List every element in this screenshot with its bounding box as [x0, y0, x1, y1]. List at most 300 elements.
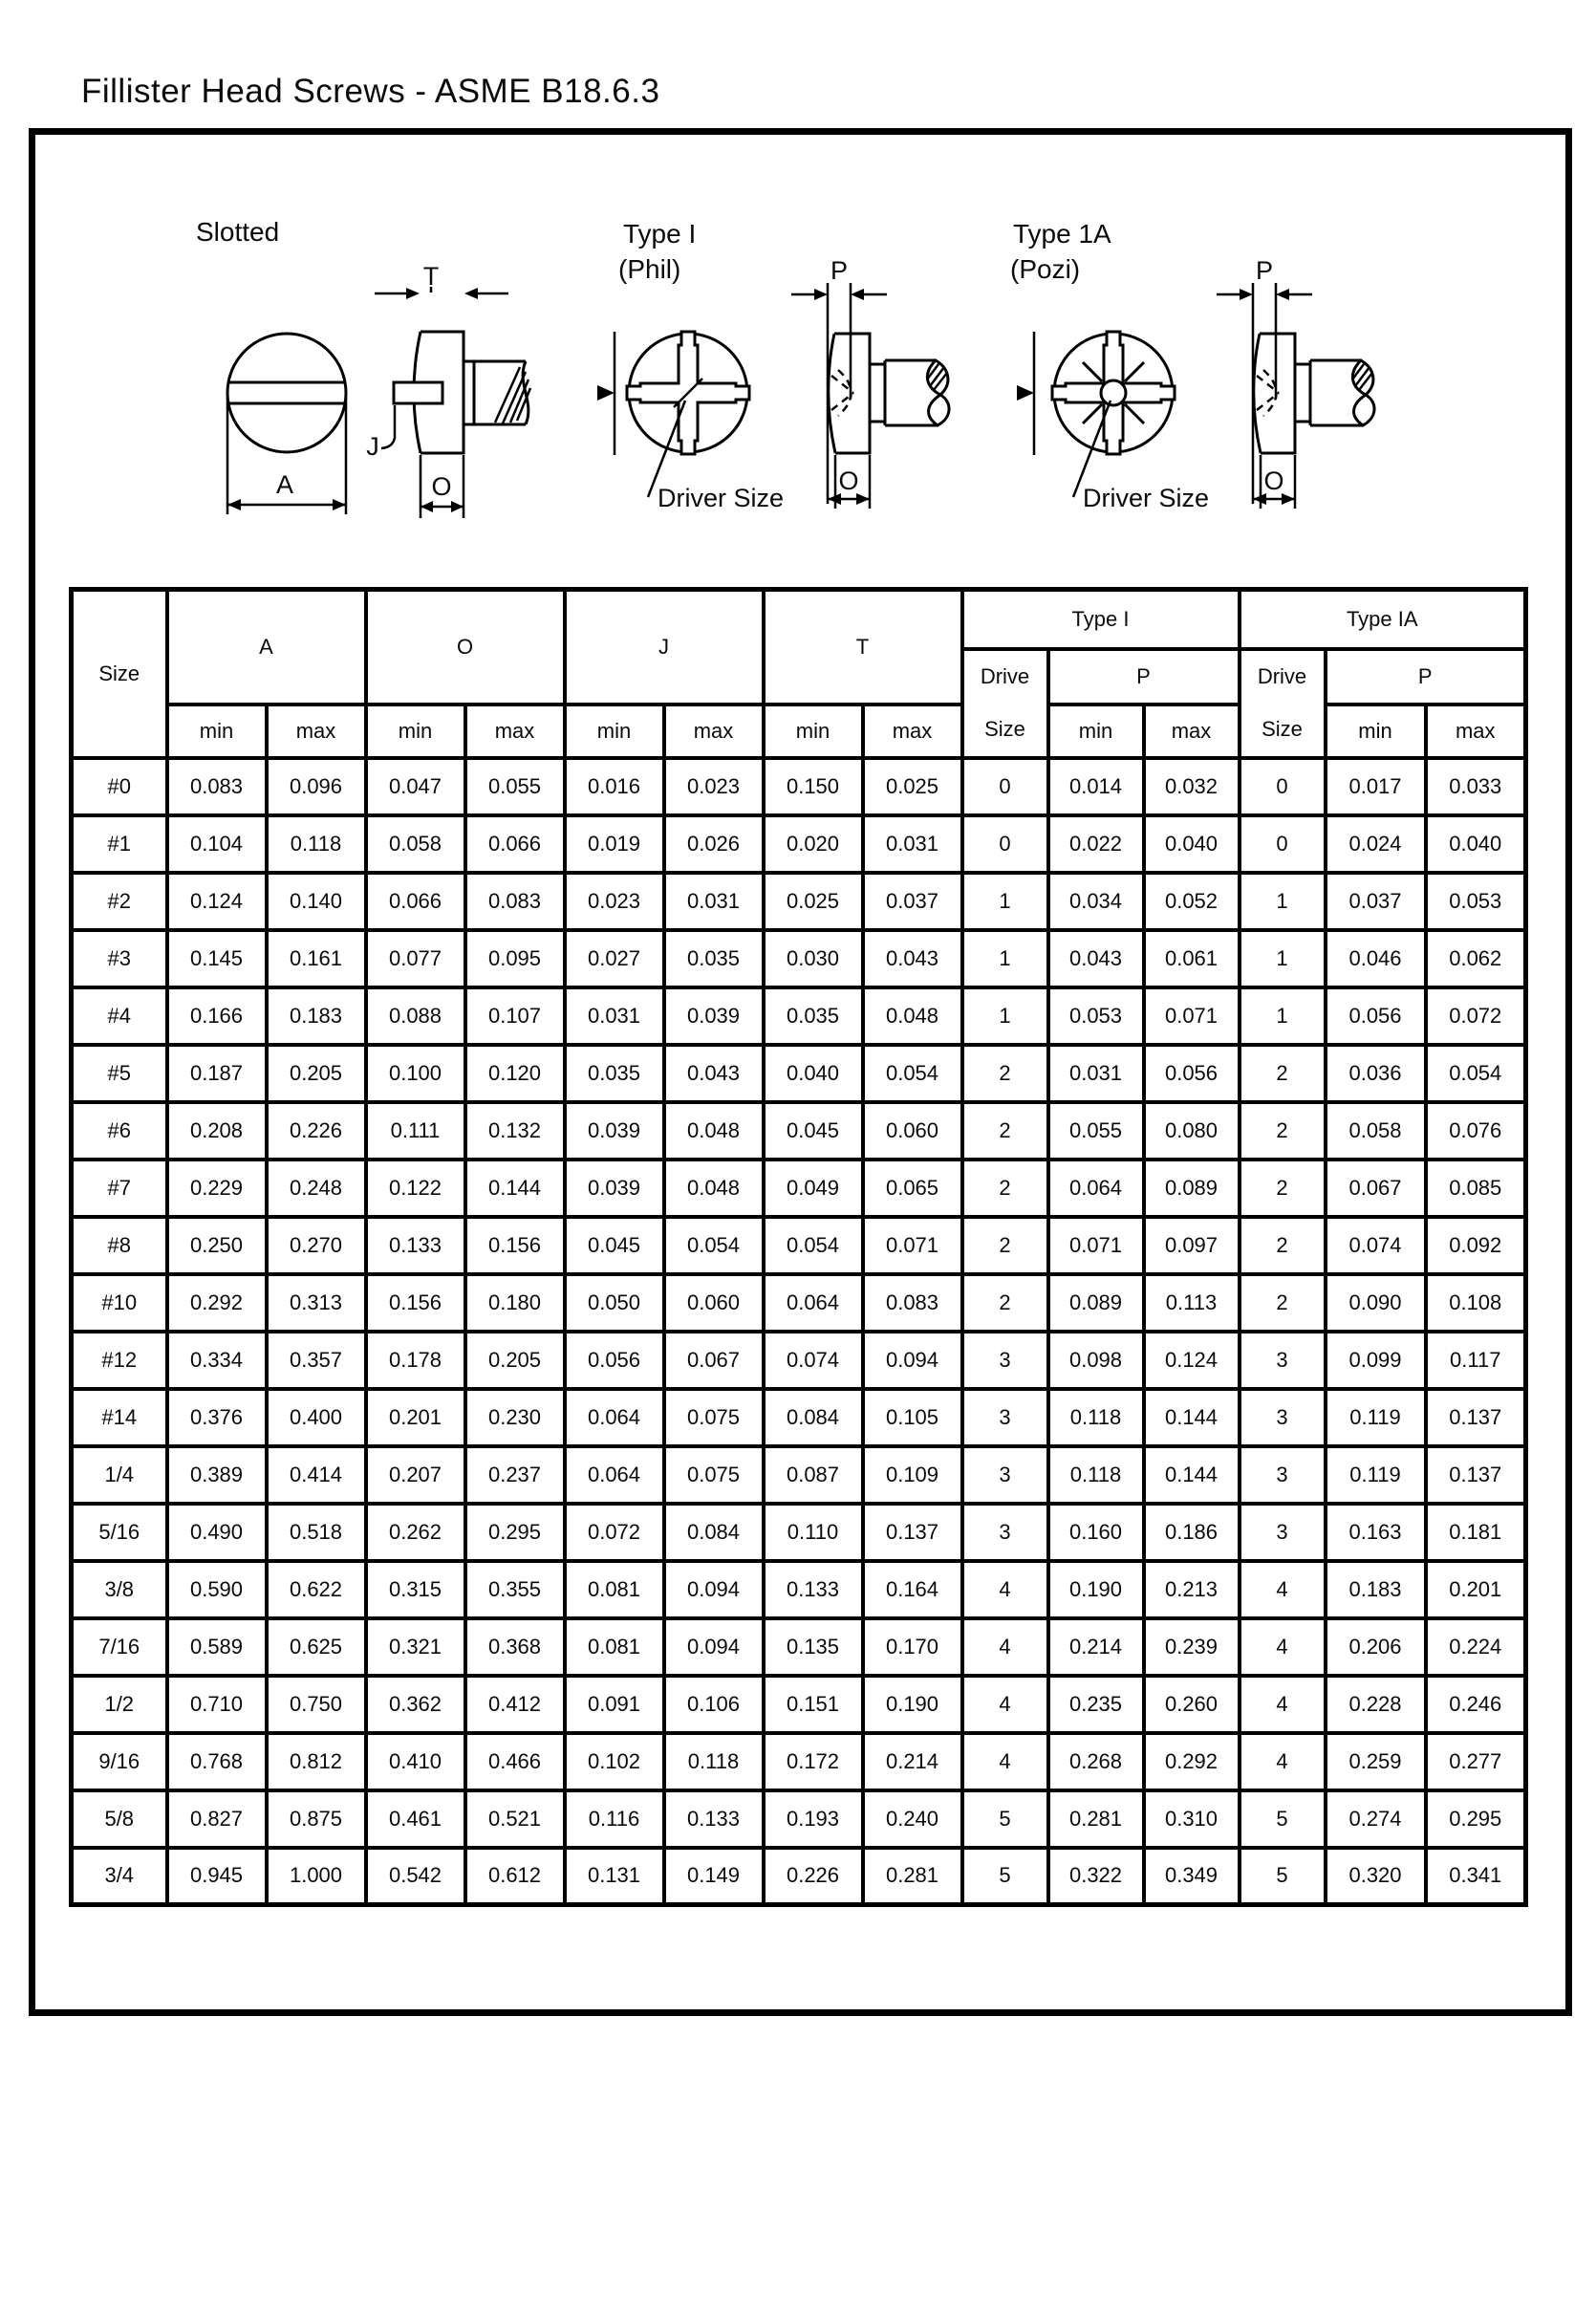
table-row	[72, 1045, 1526, 1102]
value-cell: 0.037	[863, 873, 962, 930]
value-cell: 0.033	[1426, 758, 1526, 815]
value-cell: 0.357	[267, 1332, 366, 1389]
header-t-max: max	[863, 705, 962, 758]
value-cell: 0.161	[267, 930, 366, 987]
value-cell: 0.040	[1426, 815, 1526, 873]
value-cell: 3	[1240, 1332, 1326, 1389]
size-cell: #5	[72, 1045, 167, 1102]
value-cell: 0.122	[366, 1160, 465, 1217]
value-cell: 0.064	[1048, 1160, 1144, 1217]
value-cell: 0.237	[465, 1446, 565, 1504]
value-cell: 0.368	[465, 1618, 565, 1676]
drive-size-label: Size	[1262, 717, 1303, 741]
value-cell: 0.043	[1048, 930, 1144, 987]
value-cell: 0.461	[366, 1790, 465, 1848]
value-cell: 0.083	[167, 758, 267, 815]
value-cell: 0.024	[1326, 815, 1426, 873]
size-cell: 1/2	[72, 1676, 167, 1733]
value-cell: 0.104	[167, 815, 267, 873]
value-cell: 0.214	[1048, 1618, 1144, 1676]
value-cell: 0.239	[1144, 1618, 1240, 1676]
value-cell: 0.054	[1426, 1045, 1526, 1102]
value-cell: 0.094	[863, 1332, 962, 1389]
value-cell: 0.156	[465, 1217, 565, 1274]
value-cell: 0.156	[366, 1274, 465, 1332]
header-o-max: max	[465, 705, 565, 758]
value-cell: 0.240	[863, 1790, 962, 1848]
value-cell: 0.054	[764, 1217, 863, 1274]
value-cell: 0	[962, 758, 1048, 815]
dim-o-label: O	[1263, 466, 1284, 495]
value-cell: 0.023	[565, 873, 664, 930]
value-cell: 0.133	[764, 1561, 863, 1618]
size-cell: 7/16	[72, 1618, 167, 1676]
value-cell: 4	[962, 1676, 1048, 1733]
value-cell: 0.058	[1326, 1102, 1426, 1160]
size-cell: 5/8	[72, 1790, 167, 1848]
value-cell: 0.119	[1326, 1446, 1426, 1504]
value-cell: 0.031	[1048, 1045, 1144, 1102]
value-cell: 1	[1240, 930, 1326, 987]
value-cell: 0	[962, 815, 1048, 873]
value-cell: 0.081	[565, 1618, 664, 1676]
value-cell: 0.612	[465, 1848, 565, 1905]
value-cell: 0.045	[764, 1102, 863, 1160]
value-cell: 0.097	[1144, 1217, 1240, 1274]
value-cell: 0.214	[863, 1733, 962, 1790]
value-cell: 0.055	[465, 758, 565, 815]
value-cell: 0.250	[167, 1217, 267, 1274]
value-cell: 5	[962, 1790, 1048, 1848]
value-cell: 0.144	[1144, 1446, 1240, 1504]
value-cell: 0.075	[664, 1389, 764, 1446]
value-cell: 0.321	[366, 1618, 465, 1676]
type1-label: Type I	[623, 219, 697, 249]
value-cell: 0.281	[1048, 1790, 1144, 1848]
value-cell: 0.625	[267, 1618, 366, 1676]
value-cell: 0.181	[1426, 1504, 1526, 1561]
value-cell: 0.518	[267, 1504, 366, 1561]
value-cell: 0.030	[764, 930, 863, 987]
value-cell: 5	[962, 1848, 1048, 1905]
value-cell: 0.035	[664, 930, 764, 987]
value-cell: 4	[962, 1561, 1048, 1618]
value-cell: 0.542	[366, 1848, 465, 1905]
type1-sublabel: (Phil)	[618, 254, 681, 284]
table-row	[72, 987, 1526, 1045]
header-t: T	[764, 590, 962, 705]
value-cell: 0.080	[1144, 1102, 1240, 1160]
value-cell: 0.208	[167, 1102, 267, 1160]
value-cell: 0.248	[267, 1160, 366, 1217]
value-cell: 3	[962, 1446, 1048, 1504]
value-cell: 0.187	[167, 1045, 267, 1102]
value-cell: 0.246	[1426, 1676, 1526, 1733]
size-cell: #8	[72, 1217, 167, 1274]
value-cell: 1	[962, 930, 1048, 987]
value-cell: 0.205	[267, 1045, 366, 1102]
value-cell: 0.072	[565, 1504, 664, 1561]
size-cell: 5/16	[72, 1504, 167, 1561]
value-cell: 1	[962, 987, 1048, 1045]
value-cell: 0.355	[465, 1561, 565, 1618]
value-cell: 0.031	[565, 987, 664, 1045]
size-cell: #14	[72, 1389, 167, 1446]
value-cell: 0.109	[863, 1446, 962, 1504]
value-cell: 0.292	[1144, 1733, 1240, 1790]
value-cell: 0.295	[465, 1504, 565, 1561]
value-cell: 0.083	[465, 873, 565, 930]
value-cell: 0.226	[267, 1102, 366, 1160]
value-cell: 2	[1240, 1217, 1326, 1274]
value-cell: 0.160	[1048, 1504, 1144, 1561]
table-row	[72, 1848, 1526, 1905]
size-cell: 3/4	[72, 1848, 167, 1905]
table-row	[72, 930, 1526, 987]
value-cell: 0.054	[863, 1045, 962, 1102]
value-cell: 0.025	[863, 758, 962, 815]
value-cell: 0.027	[565, 930, 664, 987]
value-cell: 0.034	[1048, 873, 1144, 930]
value-cell: 0.260	[1144, 1676, 1240, 1733]
value-cell: 0.061	[1144, 930, 1240, 987]
header-a-max: max	[267, 705, 366, 758]
value-cell: 0.207	[366, 1446, 465, 1504]
drive-label: Drive	[980, 664, 1030, 688]
value-cell: 0.322	[1048, 1848, 1144, 1905]
table-row	[72, 1618, 1526, 1676]
value-cell: 0.056	[565, 1332, 664, 1389]
value-cell: 0.020	[764, 815, 863, 873]
table-row	[72, 1274, 1526, 1332]
value-cell: 0.166	[167, 987, 267, 1045]
value-cell: 0.124	[167, 873, 267, 930]
slotted-drawing	[196, 217, 530, 518]
value-cell: 0.019	[565, 815, 664, 873]
value-cell: 0.066	[366, 873, 465, 930]
value-cell: 0.105	[863, 1389, 962, 1446]
header-type1a-p-max: max	[1426, 705, 1526, 758]
header-type1-p: P	[1048, 649, 1240, 705]
table-row	[72, 1102, 1526, 1160]
value-cell: 2	[962, 1045, 1048, 1102]
value-cell: 0.053	[1426, 873, 1526, 930]
spec-table-body	[72, 758, 1526, 1905]
value-cell: 0.085	[1426, 1160, 1526, 1217]
value-cell: 0.039	[565, 1160, 664, 1217]
drive-label: Drive	[1257, 664, 1307, 688]
value-cell: 0.140	[267, 873, 366, 930]
value-cell: 0.120	[465, 1045, 565, 1102]
value-cell: 0.410	[366, 1733, 465, 1790]
value-cell: 0.132	[465, 1102, 565, 1160]
value-cell: 0.315	[366, 1561, 465, 1618]
technical-drawings	[38, 138, 1548, 549]
value-cell: 0.213	[1144, 1561, 1240, 1618]
header-type1: Type I	[962, 590, 1240, 649]
value-cell: 0.043	[664, 1045, 764, 1102]
header-type1-p-min: min	[1048, 705, 1144, 758]
value-cell: 0.113	[1144, 1274, 1240, 1332]
value-cell: 0.827	[167, 1790, 267, 1848]
value-cell: 0	[1240, 815, 1326, 873]
value-cell: 0.049	[764, 1160, 863, 1217]
value-cell: 0.295	[1426, 1790, 1526, 1848]
header-o-min: min	[366, 705, 465, 758]
value-cell: 1	[1240, 873, 1326, 930]
size-cell: #12	[72, 1332, 167, 1389]
value-cell: 0.412	[465, 1676, 565, 1733]
value-cell: 0.022	[1048, 815, 1144, 873]
type1a-pozi-drawing	[1010, 219, 1374, 512]
value-cell: 0.054	[664, 1217, 764, 1274]
value-cell: 0.466	[465, 1733, 565, 1790]
value-cell: 0.106	[664, 1676, 764, 1733]
value-cell: 4	[1240, 1561, 1326, 1618]
size-cell: #4	[72, 987, 167, 1045]
value-cell: 0.206	[1326, 1618, 1426, 1676]
value-cell: 0.048	[664, 1102, 764, 1160]
value-cell: 0.334	[167, 1332, 267, 1389]
value-cell: 0.117	[1426, 1332, 1526, 1389]
header-t-min: min	[764, 705, 863, 758]
value-cell: 0.110	[764, 1504, 863, 1561]
value-cell: 0.111	[366, 1102, 465, 1160]
table-row	[72, 1332, 1526, 1389]
type1a-sublabel: (Pozi)	[1010, 254, 1081, 284]
dim-p-label: P	[830, 256, 849, 285]
value-cell: 0.062	[1426, 930, 1526, 987]
value-cell: 0.025	[764, 873, 863, 930]
value-cell: 0.040	[764, 1045, 863, 1102]
value-cell: 0.107	[465, 987, 565, 1045]
value-cell: 0.622	[267, 1561, 366, 1618]
driver-size-label: Driver Size	[1083, 484, 1210, 512]
value-cell: 0.096	[267, 758, 366, 815]
dim-t-label: T	[422, 262, 440, 291]
driver-size-label: Driver Size	[658, 484, 785, 512]
slot-cut	[394, 382, 442, 403]
value-cell: 3	[962, 1389, 1048, 1446]
header-j-max: max	[664, 705, 764, 758]
value-cell: 0.164	[863, 1561, 962, 1618]
value-cell: 0.066	[465, 815, 565, 873]
value-cell: 0.145	[167, 930, 267, 987]
value-cell: 0.037	[1326, 873, 1426, 930]
value-cell: 0.180	[465, 1274, 565, 1332]
value-cell: 0.050	[565, 1274, 664, 1332]
value-cell: 0.064	[565, 1389, 664, 1446]
value-cell: 0.084	[764, 1389, 863, 1446]
value-cell: 0.277	[1426, 1733, 1526, 1790]
value-cell: 2	[962, 1102, 1048, 1160]
value-cell: 0.071	[1144, 987, 1240, 1045]
value-cell: 0.043	[863, 930, 962, 987]
size-cell: #6	[72, 1102, 167, 1160]
size-cell: #7	[72, 1160, 167, 1217]
value-cell: 0.768	[167, 1733, 267, 1790]
slotted-label: Slotted	[196, 217, 280, 247]
dim-p-label: P	[1255, 256, 1274, 285]
value-cell: 0.046	[1326, 930, 1426, 987]
header-type1-p-max: max	[1144, 705, 1240, 758]
header-type1a-p: P	[1326, 649, 1526, 705]
value-cell: 4	[962, 1618, 1048, 1676]
value-cell: 0.135	[764, 1618, 863, 1676]
header-type1a: Type IA	[1240, 590, 1526, 649]
value-cell: 0.026	[664, 815, 764, 873]
value-cell: 0.039	[664, 987, 764, 1045]
value-cell: 0.144	[465, 1160, 565, 1217]
value-cell: 5	[1240, 1848, 1326, 1905]
value-cell: 0.058	[366, 815, 465, 873]
value-cell: 0.170	[863, 1618, 962, 1676]
value-cell: 0.092	[1426, 1217, 1526, 1274]
value-cell: 0.131	[565, 1848, 664, 1905]
value-cell: 0.149	[664, 1848, 764, 1905]
value-cell: 0.268	[1048, 1733, 1144, 1790]
value-cell: 0.089	[1144, 1160, 1240, 1217]
value-cell: 0.490	[167, 1504, 267, 1561]
value-cell: 0.224	[1426, 1618, 1526, 1676]
value-cell: 0.259	[1326, 1733, 1426, 1790]
value-cell: 0.099	[1326, 1332, 1426, 1389]
value-cell: 2	[962, 1160, 1048, 1217]
value-cell: 0.124	[1144, 1332, 1240, 1389]
value-cell: 0.137	[1426, 1446, 1526, 1504]
value-cell: 3	[1240, 1504, 1326, 1561]
header-o: O	[366, 590, 565, 705]
value-cell: 0.151	[764, 1676, 863, 1733]
value-cell: 0.812	[267, 1733, 366, 1790]
table-row	[72, 1676, 1526, 1733]
value-cell: 2	[1240, 1102, 1326, 1160]
value-cell: 0.178	[366, 1332, 465, 1389]
value-cell: 0.341	[1426, 1848, 1526, 1905]
value-cell: 0.235	[1048, 1676, 1144, 1733]
table-row	[72, 1160, 1526, 1217]
value-cell: 0.163	[1326, 1504, 1426, 1561]
value-cell: 0.052	[1144, 873, 1240, 930]
value-cell: 0.118	[1048, 1446, 1144, 1504]
header-type1-drive-size	[962, 649, 1048, 758]
value-cell: 0.589	[167, 1618, 267, 1676]
value-cell: 0.389	[167, 1446, 267, 1504]
value-cell: 0.137	[863, 1504, 962, 1561]
value-cell: 5	[1240, 1790, 1326, 1848]
size-cell: #1	[72, 815, 167, 873]
value-cell: 0.226	[764, 1848, 863, 1905]
value-cell: 2	[1240, 1274, 1326, 1332]
header-type1a-p-min: min	[1326, 705, 1426, 758]
value-cell: 0.075	[664, 1446, 764, 1504]
table-row	[72, 1389, 1526, 1446]
driver-size-leader	[648, 401, 685, 497]
value-cell: 3	[1240, 1389, 1326, 1446]
value-cell: 0.292	[167, 1274, 267, 1332]
value-cell: 0.081	[565, 1561, 664, 1618]
dim-a-label: A	[275, 470, 294, 499]
header-a-min: min	[167, 705, 267, 758]
value-cell: 0.201	[366, 1389, 465, 1446]
value-cell: 0.186	[1144, 1504, 1240, 1561]
value-cell: 0.183	[1326, 1561, 1426, 1618]
value-cell: 0.710	[167, 1676, 267, 1733]
value-cell: 0.016	[565, 758, 664, 815]
value-cell: 0.047	[366, 758, 465, 815]
value-cell: 1.000	[267, 1848, 366, 1905]
value-cell: 0.060	[863, 1102, 962, 1160]
value-cell: 0.048	[664, 1160, 764, 1217]
value-cell: 1	[962, 873, 1048, 930]
value-cell: 0.036	[1326, 1045, 1426, 1102]
size-cell: #10	[72, 1274, 167, 1332]
header-j-min: min	[565, 705, 664, 758]
type1a-label: Type 1A	[1013, 219, 1111, 249]
value-cell: 0.205	[465, 1332, 565, 1389]
header-a: A	[167, 590, 366, 705]
table-row	[72, 1446, 1526, 1504]
table-row	[72, 1790, 1526, 1848]
value-cell: 0.031	[664, 873, 764, 930]
value-cell: 0.087	[764, 1446, 863, 1504]
value-cell: 0.875	[267, 1790, 366, 1848]
value-cell: 0.040	[1144, 815, 1240, 873]
value-cell: 0.144	[1144, 1389, 1240, 1446]
value-cell: 0.060	[664, 1274, 764, 1332]
value-cell: 2	[962, 1217, 1048, 1274]
header-size: Size	[72, 590, 167, 758]
value-cell: 0.089	[1048, 1274, 1144, 1332]
value-cell: 0.400	[267, 1389, 366, 1446]
value-cell: 2	[1240, 1160, 1326, 1217]
value-cell: 0.230	[465, 1389, 565, 1446]
value-cell: 4	[1240, 1676, 1326, 1733]
value-cell: 0.750	[267, 1676, 366, 1733]
dim-o-label: O	[838, 466, 859, 495]
value-cell: 3	[962, 1332, 1048, 1389]
header-type1a-drive-size	[1240, 649, 1326, 758]
value-cell: 0.118	[267, 815, 366, 873]
value-cell: 0.108	[1426, 1274, 1526, 1332]
value-cell: 0.201	[1426, 1561, 1526, 1618]
value-cell: 0.023	[664, 758, 764, 815]
value-cell: 0.590	[167, 1561, 267, 1618]
dim-o-label: O	[431, 472, 452, 501]
page-title: Fillister Head Screws - ASME B18.6.3	[81, 73, 660, 110]
value-cell: 0.053	[1048, 987, 1144, 1045]
spec-table	[69, 587, 1528, 1907]
value-cell: 0.118	[1048, 1389, 1144, 1446]
dim-j-label: J	[366, 432, 379, 461]
value-cell: 0.064	[764, 1274, 863, 1332]
value-cell: 0.362	[366, 1676, 465, 1733]
value-cell: 0.035	[565, 1045, 664, 1102]
table-row	[72, 1504, 1526, 1561]
value-cell: 4	[1240, 1618, 1326, 1676]
value-cell: 0.183	[267, 987, 366, 1045]
table-row	[72, 1561, 1526, 1618]
value-cell: 0.077	[366, 930, 465, 987]
value-cell: 0.945	[167, 1848, 267, 1905]
value-cell: 0.083	[863, 1274, 962, 1332]
value-cell: 0.094	[664, 1561, 764, 1618]
value-cell: 0.035	[764, 987, 863, 1045]
value-cell: 0.270	[267, 1217, 366, 1274]
size-cell: #3	[72, 930, 167, 987]
value-cell: 0.229	[167, 1160, 267, 1217]
type1-phillips-drawing	[597, 219, 949, 512]
